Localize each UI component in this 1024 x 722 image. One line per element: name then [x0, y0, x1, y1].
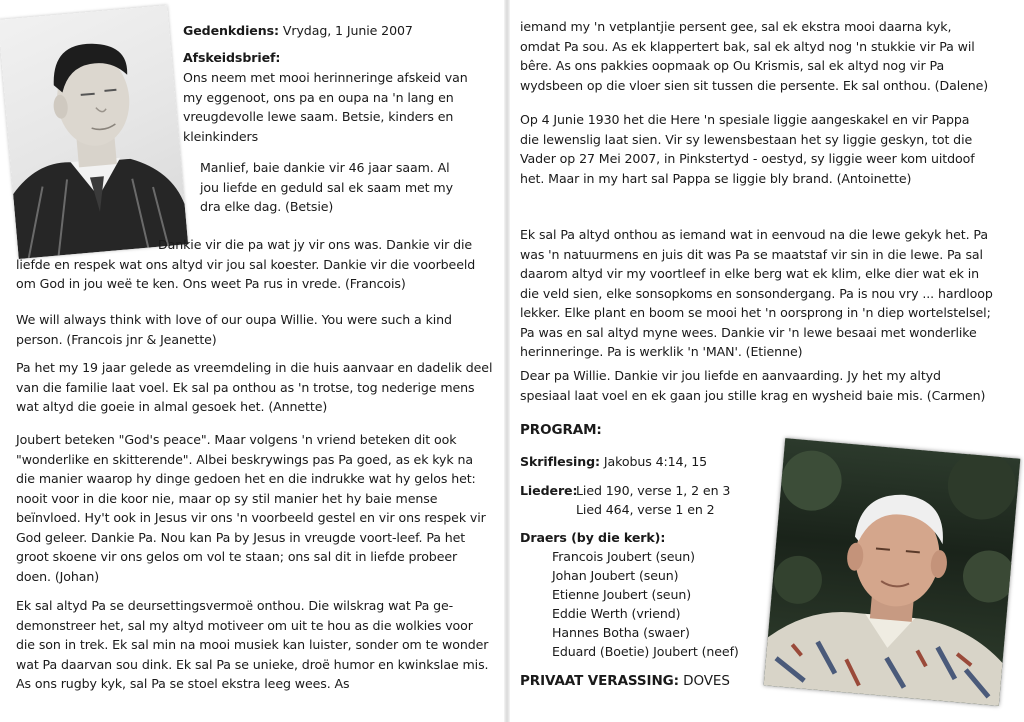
program-heading: PROGRAM: [520, 422, 602, 438]
bearer-item: Hannes Botha (swaer) [552, 625, 690, 640]
scripture-label: Skriflesing: [520, 454, 600, 469]
bearer-item: Etienne Joubert (seun) [552, 587, 692, 602]
bearer-item: Johan Joubert (seun) [552, 568, 679, 583]
english-tribute: We will always think with love of our oupa Willie. You were such a kind person. (Francois jnr & Jeanette) [16, 312, 452, 347]
farewell-text: Ons neem met mooi herinneringe afskeid van my eggenoot, ons pa en oupa na 'n lang en vreugdevolle lewe saam. Betsie, kinders en kleinkinders [183, 70, 468, 144]
song-item: Lied 464, verse 1 en 2 [576, 502, 715, 517]
young-portrait-drawing [0, 5, 188, 259]
scripture-value: Jakobus 4:14, 15 [603, 454, 708, 469]
francois-tribute: Dankie vir die pa wat jy vir ons was. Dankie vir die liefde en respek wat ons altyd vir jou sal koester. Dankie vir die voorbeeld om God in jou weë te ken. Ons weet Pa rus in vrede. (Francois) [16, 237, 476, 291]
service-date-line [183, 21, 503, 41]
carmen-tribute: Dear pa Willie. Dankie vir jou liefde en aanvaarding. Jy het my altyd spesiaal laat voel en ek gaan jou stille krag en wysheid baie mis. (Carmen) [520, 368, 986, 403]
cremation-line [520, 672, 730, 692]
bearer-item: Eduard (Boetie) Joubert (neef) [552, 644, 739, 659]
scripture-line [520, 452, 707, 472]
song-item: Lied 190, verse 1, 2 en 3 [576, 483, 731, 498]
cremation-value: DOVES [683, 673, 730, 689]
cremation-label: PRIVAAT VERASSING: [520, 673, 679, 689]
bearers-label: Draers (by die kerk): [520, 530, 666, 545]
elderly-portrait-photo [764, 438, 1021, 706]
farewell-heading: Afskeidsbrief: [183, 50, 281, 65]
annette-tribute: Pa het my 19 jaar gelede as vreemdeling in die huis aanvaar en dadelik deel van die familie laat voel. Ek sal pa onthou as 'n trotse, tog nederige mens wat altyd die goeie in almal gesoek het. (Annette) [16, 360, 493, 414]
service-label: Gedenkdiens: [183, 23, 279, 38]
antoinette-tribute: Op 4 Junie 1930 het die Here 'n spesiale liggie aangeskakel en vir Pappa die lewenslig laat sien. Vir sy lewensbestaan het sy liggie geskyn, tot die Vader op 27 Mei 2007, in Pinkstertyd - oestyd, sy liggie weer kom uitdoof het. Maar in my hart sal Pappa se liggie bly brand. (Antoinette) [520, 112, 975, 186]
bearer-item: Francois Joubert (seun) [552, 549, 695, 564]
left-page [0, 0, 505, 722]
johan-tribute: Joubert beteken "God's peace". Maar volgens 'n vriend beteken dit ook "wonderlike en skitterende". Albei beskrywings pas Pa goed, as ek kyk na die manier waarop hy dinge gedoen het en die indrukke wat hy gelos het: nooit voor in die koor nie, maar op sy stil manier het hy baie mense beïnvloed. Hy't ook in Jesus vir ons 'n voorbeeld gestel en vir ons respek vir God geleer. Dankie Pa. Nou kan Pa by Jesus in vreugde voort-leef. Pa het groot skoene vir ons gelos om vol te staan; ons sal dit in liefde probeer doen. (Johan) [16, 432, 486, 584]
dalene-tribute-part1: Ek sal altyd Pa se deursettingsvermoë onthou. Die wilskrag wat Pa ge-demonstreer het, sal my altyd motiveer om uit te hou as die wolkies voor die son in trek. Ek sal min na mooi musiek kan luister, sonder om te wonder wat Pa daarvan sou dink. Ek sal Pa se unieke, droë humor en kwinkslae mis. As ons rugby kyk, sal Pa se stoel ekstra leeg wees. As [16, 598, 489, 691]
service-date: Vrydag, 1 Junie 2007 [282, 23, 413, 38]
dalene-tribute-part2: iemand my 'n vetplantjie persent gee, sal ek ekstra mooi daarna kyk, omdat Pa sou. As ek klappertert bak, sal ek altyd nog 'n stukkie vir Pa wil bêre. As ons pakkies oopmaak op Ou Krismis, sal ek altyd nog vir Pa wydsbeen op die vloer sien sit tussen die persente. Ek sal onthou. (Dalene) [520, 19, 989, 93]
etienne-tribute: Ek sal Pa altyd onthou as iemand wat in eenvoud na die lewe gekyk het. Pa was 'n natuurmens en juis dit was Pa se maatstaf vir sin in die lewe. Pa sal daarom altyd vir my voortleef in elke berg wat ek klim, elke dier wat ek in die veld sien, elke sonsopkoms en sonsondergang. Pa is nou vry ... hardloop lekker. Elke plant en boom se mooi het 'n oorsprong in 'n diep wortelstelsel; Pa was en sal altyd myne wees. Dankie vir 'n lewe besaai met wonderlike herinneringe. Pa is werklik 'n 'MAN'. (Etienne) [520, 227, 993, 359]
betsie-note: Manlief, baie dankie vir 46 jaar saam. Al jou liefde en geduld sal ek saam met my dra elke dag. (Betsie) [200, 160, 453, 214]
bearer-item: Eddie Werth (vriend) [552, 606, 681, 621]
songs-label: Liedere: [520, 483, 578, 498]
young-portrait-photo [0, 5, 188, 259]
elderly-portrait-drawing [764, 438, 1021, 706]
